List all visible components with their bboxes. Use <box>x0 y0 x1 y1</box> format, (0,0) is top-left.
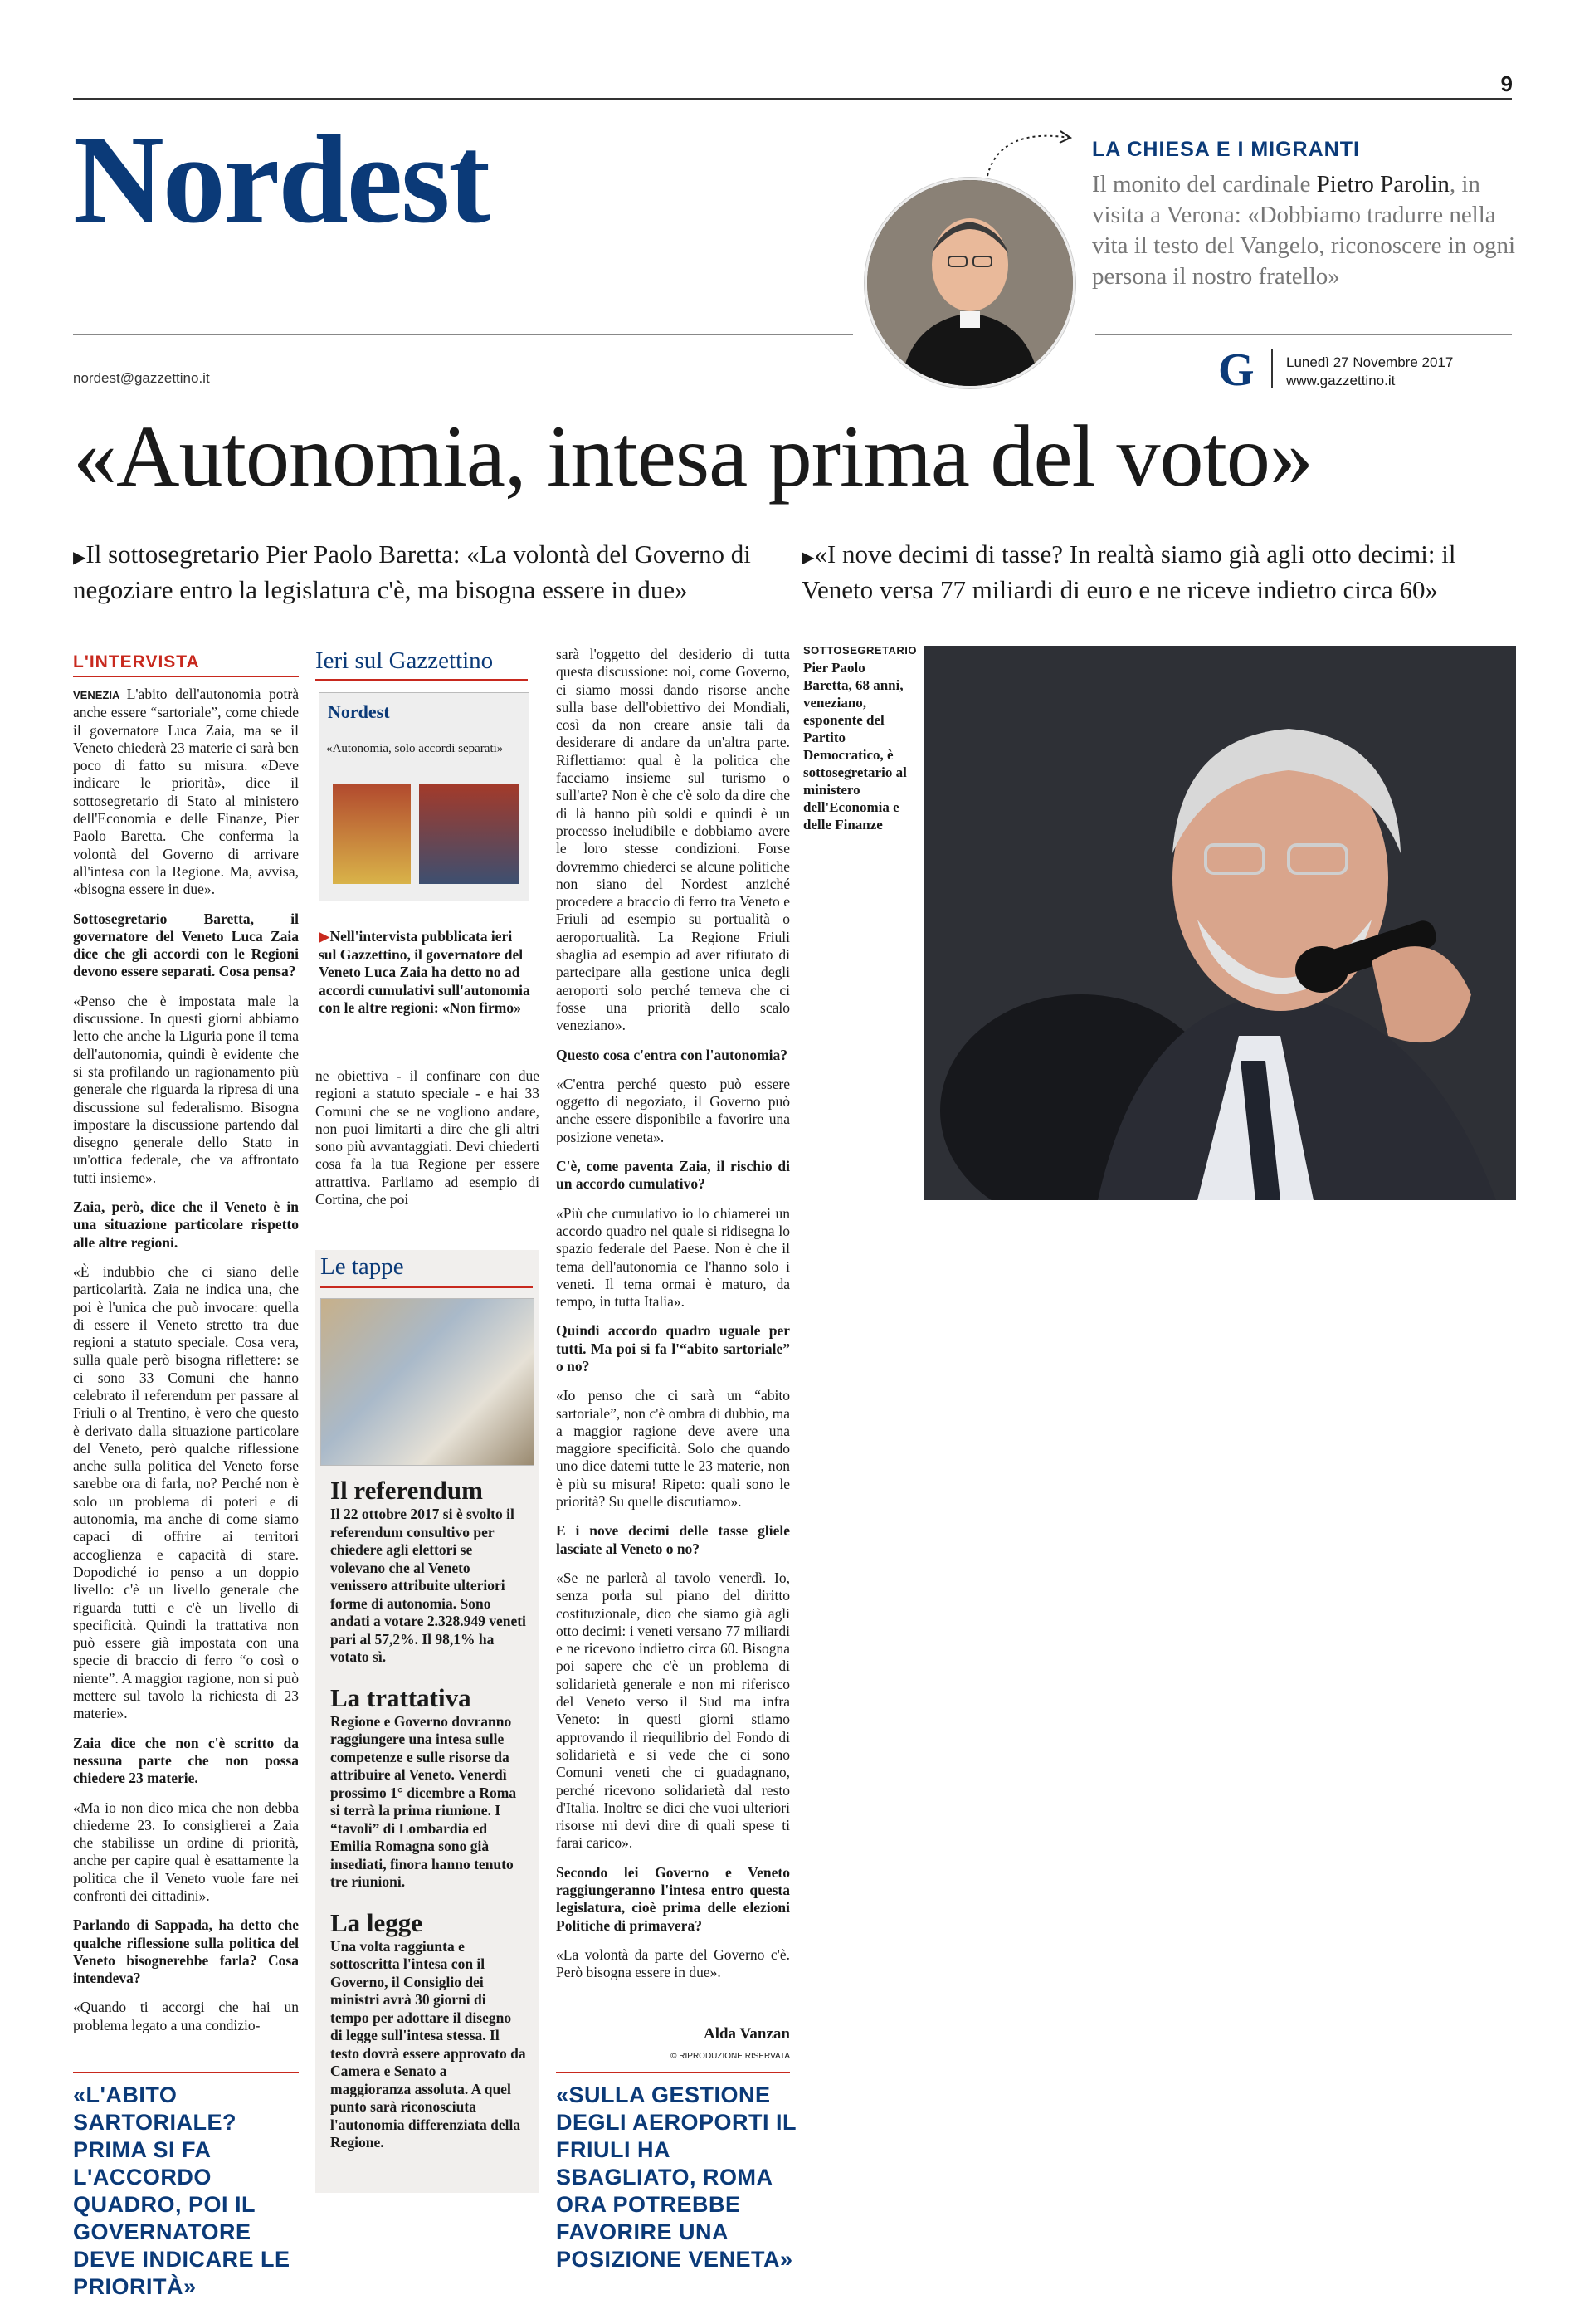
interview-kicker: L'INTERVISTA <box>73 652 200 671</box>
yesterday-box-text <box>319 928 531 1018</box>
logo-separator <box>1271 349 1273 388</box>
yesterday-page-thumbnail[interactable] <box>319 692 529 901</box>
thumb-headline: «Autonomia, solo accordi separati» <box>326 742 504 755</box>
caption-label: SOTTOSEGRETARIO <box>803 644 918 657</box>
interview-question: Zaia dice che non c'è scritto da nessuna parte che non possa chiedere 23 materie. <box>73 1734 299 1787</box>
interview-paragraph: sarà l'oggetto del desiderio di tutta questa discussione: noi, come Governo, ci siamo mossi dando risorse anche sulla base dell'obiettivo dei Mondiali, così da non creare ansie tali da desiderare di andare da un'altra parte. Riflettiamo: qual è la politica che facciamo insieme sul turismo o sull'arte? Non è che c'è solo da dire che di là hanno più soldi e quindi è un processo ineludibile e dobbiamo avere le loro stesse condizioni. Forse dovremmo chiederci se alcune politiche non siano del Nordest anziché procedere a braccio di ferro tra Veneto e Friuli ad esempio su portualità o aeroportualità. La Regione Friuli sbaglia ad esempio ad aver rifiutato di partecipare alla gestione unica degli aeroporti solo perché temeva che ci fosse una priorità dello scalo veneziano». <box>556 646 790 1034</box>
portrait-illustration <box>867 180 1073 386</box>
yesterday-box-rule <box>315 679 528 681</box>
top-rule <box>73 98 1512 100</box>
section-email[interactable]: nordest@gazzettino.it <box>73 370 210 386</box>
header-rule-left <box>73 334 853 335</box>
interview-question: Questo cosa c'entra con l'autonomia? <box>556 1046 788 1063</box>
pull-quote-2-rule <box>556 2072 790 2073</box>
top-teaser-kicker: LA CHIESA E I MIGRANTI <box>1092 138 1360 161</box>
thumb-image-left <box>333 784 411 884</box>
header-rule-right <box>1095 334 1512 335</box>
interview-column-1 <box>73 686 299 2046</box>
main-headline: «Autonomia, intesa prima del voto» <box>73 408 1313 505</box>
interview-question: Zaia, però, dice che il Veneto è in una situazione particolare rispetto alle altre regioni. <box>73 1199 299 1251</box>
tappe-item-text: Regione e Governo dovranno raggiungere una intesa sulle competenze e sulle risorse da attribuire al Veneto. Venerdì prossimo 1° dicembre a Roma si terrà la prima riunione. I “tavoli” di Lombardia ed Emilia Romagna sono già insediati, finora hanno tenuto tre riunioni. <box>330 1712 517 1890</box>
interview-question: Quindi accordo quadro uguale per tutti. Ma poi si fa l'“abito sartoriale” o no? <box>556 1322 790 1374</box>
interview-paragraph: «Se ne parlerà al tavolo venerdì. Io, senza porla sul piano del diritto costituzionale, dico che siamo già agli otto decimi: i veneti versano 77 miliardi e ne ricevono indietro circa 60. Bisogna poi sapere che c'è un problema di solidarietà generale e non mi riferisco del Veneto verso il Sud ma infra Veneto: in questi giorni stiamo approvando il riequilibrio del Fondo di solidarietà e si vede che ci sono Comuni veneti che ci guadagnano, perché ricevono solidarietà dal resto d'Italia. Inoltre se dici che vuoi ulteriori risorse mi devi dire di quali spese ti farai carico». <box>556 1569 790 1852</box>
pull-quote-rule <box>73 2072 299 2073</box>
date-block <box>1286 354 1453 390</box>
article-author: Alda Vanzan <box>703 2025 790 2043</box>
tappe-item-head: La trattativa <box>330 1682 471 1712</box>
interview-question: Parlando di Sappada, ha detto che qualche riflessione sulla politica del Veneto bisognerebbe farla? Cosa intendeva? <box>73 1916 299 1987</box>
thumb-masthead: Nordest <box>328 701 390 722</box>
caption-text: Pier Paolo Baretta, 68 anni, veneziano, esponente del Partito Democratico, è sottosegretario al ministero dell'Economia e delle Finanze <box>803 660 907 832</box>
deck-right-text: «I nove decimi di tasse? In realtà siamo già agli otto decimi: il Veneto versa 77 miliardi di euro e ne riceve indietro circa 60» <box>802 540 1456 604</box>
photo-caption <box>803 642 918 833</box>
section-masthead: Nordest <box>73 110 490 249</box>
interview-question: Sottosegretario Baretta, il governatore del Veneto Luca Zaia dice che gli accordi con le Regioni devono essere separati. Cosa pensa? <box>73 910 299 980</box>
tappe-item-text: Una volta raggiunta e sottoscritta l'intesa con il Governo, il Consiglio dei ministri avrà 30 giorni di tempo per adottare il disegno di legge sull'intesa stessa. Il testo dovrà essere approvato da Camera e Senato a maggioranza assoluta. A quel punto sarà riconosciuta l'autonomia differenziata della Regione. <box>330 1937 526 2151</box>
thumb-image-right <box>419 784 519 884</box>
interview-paragraph: VENEZIA L'abito dell'autonomia potrà anche essere “sartoriale”, come chiede il governatore Luca Zaia, ma se il Veneto chiederà 23 materie ci sarà ben poco di fatto su misura. «Deve indicare le priorità», dice il sottosegretario di Stato al ministero dell'Economia e delle Finanze, Pier Paolo Baretta. Che conferma la volontà del Governo di arrivare all'intesa con la Regione. Ma, avvisa, «bisogna essere in due». <box>73 686 299 898</box>
triangle-bullet-icon: ▶ <box>73 547 86 567</box>
issue-date: Lunedì 27 Novembre 2017 <box>1286 354 1454 370</box>
cardinal-portrait <box>865 178 1075 388</box>
photo-illustration <box>924 646 1516 1200</box>
top-teaser-text[interactable] <box>1092 169 1523 292</box>
page-number: 9 <box>1500 71 1513 96</box>
website-link[interactable]: www.gazzettino.it <box>1286 373 1396 388</box>
interview-paragraph: «Quando ti accorgi che hai un problema legato a una condizio- <box>73 1999 299 2034</box>
column-2-text: ne obiettiva - il confinare con due regioni a statuto speciale - e hai 33 Comuni che se ne vogliono andare, non puoi limitarti a dire che gli altri sono più avvantaggiati. Devi chiederti cosa fa la tua Regione per essere attrattiva. Parliamo ad esempio di Cortina, che poi <box>315 1067 539 1208</box>
tappe-item-head: La legge <box>330 1907 423 1937</box>
interview-paragraph: «Ma io non dico mica che non debba chiederne 23. Io consiglierei a Zaia che stabilisse un ordine di priorità, anche per capire qual è esattamente la politica che il Veneto vuole fare nei confronti dei cittadini». <box>73 1799 299 1904</box>
teaser-name: Pietro Parolin <box>1316 171 1450 198</box>
interview-paragraph: «C'entra perché questo può essere oggetto di negoziato, il Governo può anche essere disponibile a favorire una posizione veneta». <box>556 1075 790 1145</box>
tappe-box-title: Le tappe <box>320 1253 404 1280</box>
deck-right <box>802 538 1523 606</box>
tappe-list <box>330 1476 526 2169</box>
interview-paragraph: «La volontà da parte del Governo c'è. Però bisogna essere in due». <box>556 1946 790 1981</box>
curved-arrow-icon <box>979 124 1079 183</box>
interview-question: E i nove decimi delle tasse gliele lasciate al Veneto o no? <box>556 1522 790 1557</box>
copyright-note: © RIPRODUZIONE RISERVATA <box>670 2052 790 2061</box>
deck-left-text: Il sottosegretario Pier Paolo Baretta: «La volontà del Governo di negoziare entro la legislatura c'è, ma bisogna essere in due» <box>73 540 751 604</box>
yesterday-box-title: Ieri sul Gazzettino <box>315 647 494 674</box>
baretta-photo <box>924 646 1516 1200</box>
yesterday-text: Nell'intervista pubblicata ieri sul Gazzettino, il governatore del Veneto Luca Zaia ha detto no ad accordi cumulativi sull'autonomia con le altre regioni: «Non firmo» <box>319 928 530 1016</box>
interview-column-3 <box>556 646 790 1993</box>
interview-paragraph: «Penso che è impostata male la discussione. In questi giorni abbiamo letto che anche la Liguria pone il tema dell'autonomia, quindi è evidente che si sta profilando un ragionamento più generale che riguarda la ripresa di una discussione sul federalismo. Bisogna impostare la discussione partendo dal disegno generale dello Stato in un'ottica federale, che va affrontato tutti insieme». <box>73 992 299 1186</box>
tappe-item-text: Il 22 ottobre 2017 si è svolto il referendum consultivo per chiedere agli elettori se volevano che al Veneto venissero attribuite ulteriori forme di autonomia. Sono andati a votare 2.328.949 veneti pari al 57,2%. Il 98,1% ha votato sì. <box>330 1506 526 1665</box>
interview-question: C'è, come paventa Zaia, il rischio di un accordo cumulativo? <box>556 1158 790 1193</box>
pull-quote-2: «SULLA GESTIONE DEGLI AEROPORTI IL FRIULI HA SBAGLIATO, ROMA ORA POTREBBE FAVORIRE UNA POSIZIONE VENETA» <box>556 2082 797 2272</box>
teaser-text-after: , in visita a Verona: «Dobbiamo tradurre nella vita il testo del Vangelo, riconoscere in ogni persona il nostro fratello» <box>1092 171 1516 290</box>
interview-question: Secondo lei Governo e Veneto raggiungeranno l'intesa entro questa legislatura, cioè prima delle elezioni Politiche di primavera? <box>556 1863 790 1934</box>
tappe-box-rule <box>320 1286 533 1288</box>
gazzettino-logo: G <box>1218 344 1255 396</box>
dateline: VENEZIA <box>73 689 127 701</box>
triangle-bullet-icon: ▶ <box>319 928 330 945</box>
pull-quote-1: «L'ABITO SARTORIALE? PRIMA SI FA L'ACCORDO QUADRO, POI IL GOVERNATORE DEVE INDICARE LE PRIORITÀ» <box>73 2082 290 2299</box>
teaser-text-before: Il monito del cardinale <box>1092 171 1317 198</box>
interview-column-2 <box>315 1067 539 1220</box>
interview-paragraph: «Più che cumulativo io lo chiamerei un accordo quadro nel quale si ridisegna lo spazio federale del Paese. Non è che il tema dell'autonomia ce l'hanno solo i veneti. Il tema ormai è maturo, da tempo, in tutta Italia». <box>556 1204 790 1311</box>
interview-paragraph: «Io penso che ci sarà un “abito sartoriale”, non c'è ombra di dubbio, ma a maggior ragione deve avere una maggiore specificità. Solo che quando uno dice datemi tutte le 23 materie, non è più su misura! Ripeto: quali sono le priorità? Su quelle discutiamo». <box>556 1387 790 1511</box>
deck-left <box>73 538 795 606</box>
kicker-rule <box>73 676 299 677</box>
tappe-item-head: Il referendum <box>330 1476 483 1505</box>
interview-paragraph: «È indubbio che ci siano delle particolarità. Zaia ne indica una, che poi è l'unica che può invocare: quella di essere il Veneto stretto tra due regioni a statuto speciale. Cosa vera, sulla quale però bisogna riflettere: se ci sono 33 Comuni che hanno celebrato il referendum per passare al Friuli o al Trentino, è vero che questo è derivato dalla situazione particolare del Veneto, però qualche riflessione anche sulla politica del Veneto forse sarebbe ora di farla, no? Perché non è solo un problema di poteri e di autonomia, ma anche di come siamo capaci di offrire ai territori accoglienza e capacità di stare. Dopodiché io penso a un doppio livello: c'è un livello generale che riguarda tutti e c'è un livello di specificità. Quindi la trattativa non può essere già impostata con una specie di braccio di ferro “o così o niente”. A maggior ragione, non si può mettere sul tavolo la richiesta di 23 materie». <box>73 1262 299 1722</box>
triangle-bullet-icon: ▶ <box>802 547 815 567</box>
ballot-photo <box>320 1298 534 1466</box>
